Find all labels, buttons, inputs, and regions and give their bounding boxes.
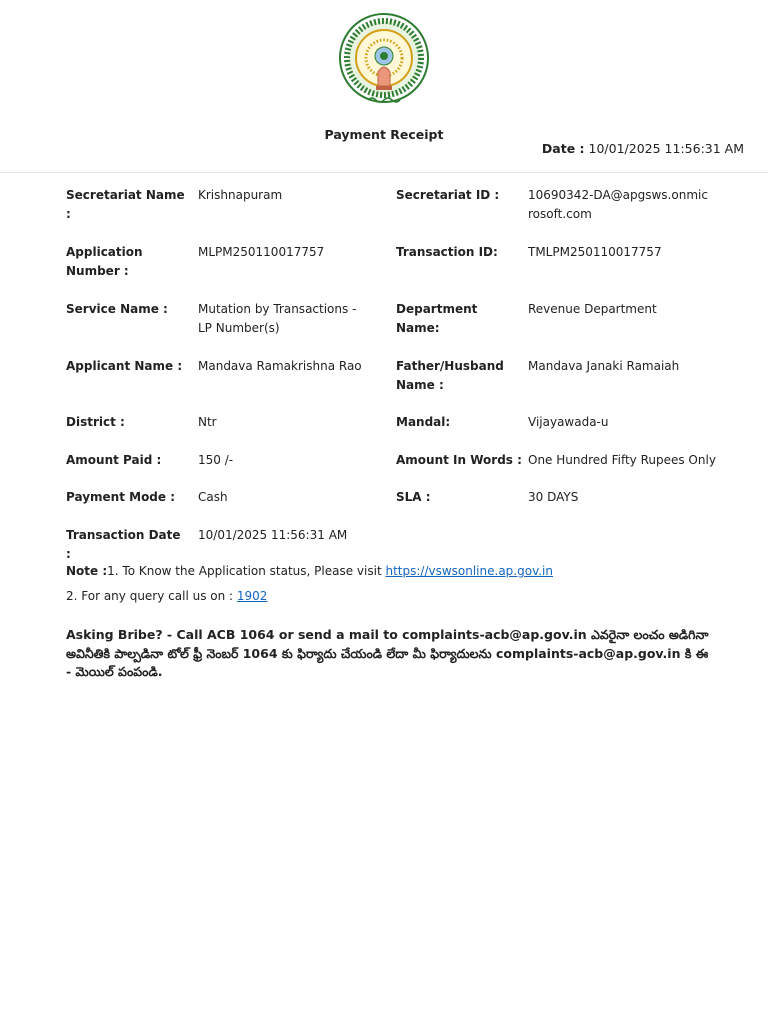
service-name-value: Mutation by Transactions - LP Number(s) [198,302,357,335]
application-number-label: Application Number : [66,245,143,278]
amount-paid-label: Amount Paid : [66,453,162,467]
father-husband-name-label: Father/Husband Name : [396,359,504,392]
secretariat-name-value: Krishnapuram [198,188,283,202]
district-label: District : [66,415,125,429]
note-1-text: 1. To Know the Application status, Please visit [107,564,386,578]
transaction-id-value: TMLPM250110017757 [528,245,662,259]
father-husband-name-value: Mandava Janaki Ramaiah [528,359,680,373]
note-line-2 [66,589,267,603]
applicant-name-label: Applicant Name : [66,359,183,373]
anti-bribery-notice: Asking Bribe? - Call ACB 1064 or send a mail to complaints-acb@ap.gov.in ఎవరైనా లంచం అడిగినా అవినీతికి పాల్పడినా టోల్ ఫ్రీ నెంబర్ 1064 కు ఫిర్యాదు చేయండి లేదా మీ ఫిర్యాదులను complaints-acb@ap.gov.in కి ఈ - మెయిల్ పంపండి. [66,627,709,679]
helpline-link[interactable]: 1902 [236,589,268,603]
transaction-id-label: Transaction ID: [396,245,498,259]
amount-paid-value: 150 /- [198,453,234,467]
sla-value: 30 DAYS [528,490,579,504]
receipt-date [542,141,744,156]
secretariat-name-label: Secretariat Name : [66,188,185,221]
payment-mode-label: Payment Mode : [66,490,176,504]
applicant-name-value: Mandava Ramakrishna Rao [198,359,362,373]
note-label: Note : [66,564,108,578]
amount-in-words-label: Amount In Words : [396,453,522,467]
service-name-label: Service Name : [66,302,168,316]
department-name-label: Department Name: [396,302,478,335]
page-title: Payment Receipt [324,127,444,142]
secretariat-id-value: 10690342-DA@apgsws.onmicrosoft.com [528,188,708,221]
mandal-label: Mandal: [396,415,451,429]
receipt-header [0,0,768,173]
note-line-1 [66,564,553,578]
secretariat-id-label: Secretariat ID : [396,188,500,202]
note-2-text: 2. For any query call us on : [66,589,237,603]
payment-mode-value: Cash [198,490,228,504]
date-label: Date : [541,141,585,156]
transaction-date-value: 10/01/2025 11:56:31 AM [198,528,348,542]
date-value: 10/01/2025 11:56:31 AM [588,141,744,156]
transaction-date-label: Transaction Date : [66,528,181,561]
sla-label: SLA : [396,490,431,504]
vsws-online-link[interactable]: https://vswsonline.ap.gov.in [385,564,553,578]
andhra-pradesh-emblem-icon [338,12,430,112]
amount-in-words-value: One Hundred Fifty Rupees Only [528,453,716,467]
mandal-value: Vijayawada-u [528,415,609,429]
district-value: Ntr [198,415,217,429]
department-name-value: Revenue Department [528,302,657,316]
application-number-value: MLPM250110017757 [198,245,325,259]
